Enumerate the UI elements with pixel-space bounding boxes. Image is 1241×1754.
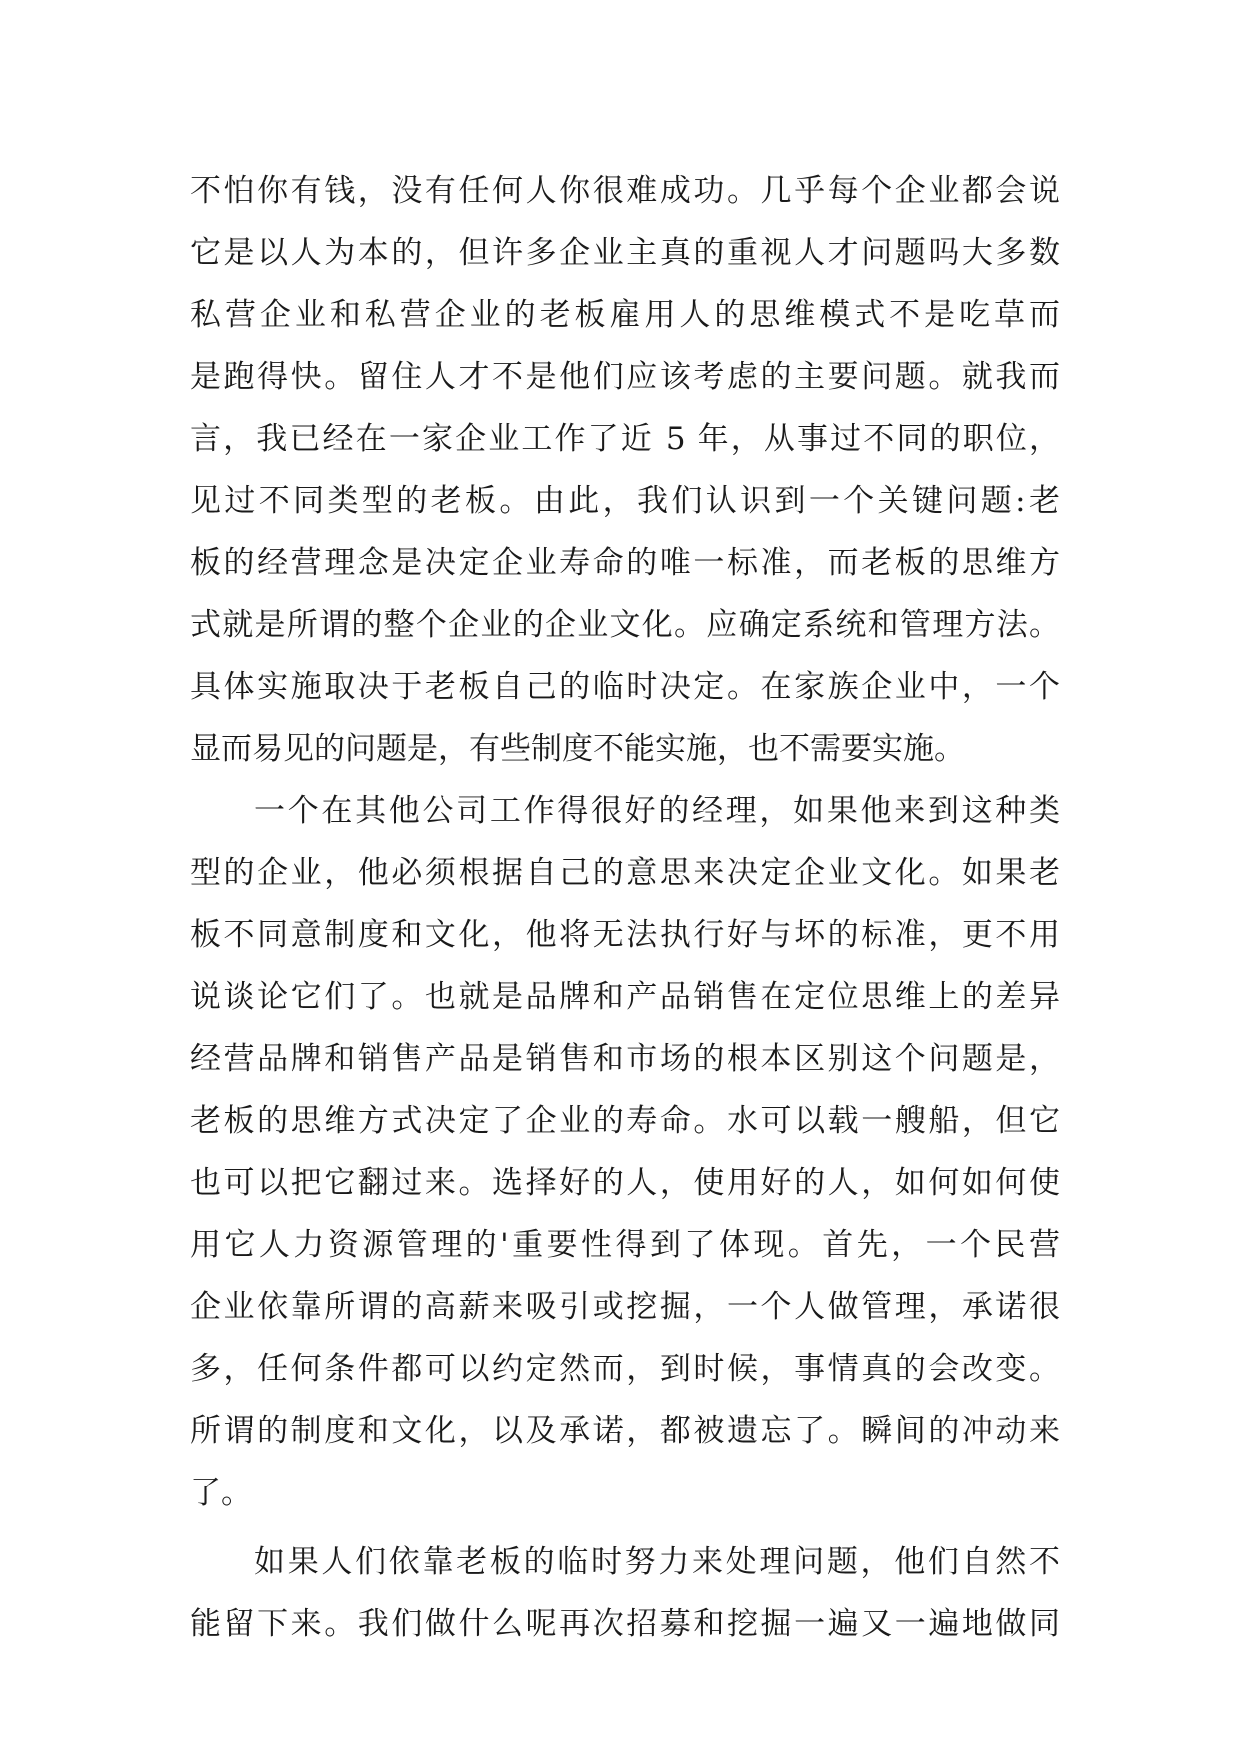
- text-line: 能留下来。我们做什么呢再次招募和挖掘一遍又一遍地做同: [190, 1606, 1060, 1642]
- text-line: 式就是所谓的整个企业的企业文化。应确定系统和管理方法。: [190, 607, 1060, 643]
- text-line: 老板的思维方式决定了企业的寿命。水可以载一艘船，但它: [190, 1103, 1060, 1139]
- text-line: 不怕你有钱，没有任何人你很难成功。几乎每个企业都会说: [190, 173, 1060, 209]
- text-line: 说谈论它们了。也就是品牌和产品销售在定位思维上的差异: [190, 979, 1060, 1015]
- text-line: 是跑得快。留住人才不是他们应该考虑的主要问题。就我而: [190, 359, 1060, 395]
- text-line: 板不同意制度和文化，他将无法执行好与坏的标准，更不用: [190, 917, 1060, 953]
- text-line: 私营企业和私营企业的老板雇用人的思维模式不是吃草而: [190, 297, 1060, 333]
- text-line: 了。: [190, 1475, 252, 1511]
- text-line: 如果人们依靠老板的临时努力来处理问题，他们自然不: [254, 1544, 1060, 1580]
- text-line: 也可以把它翻过来。选择好的人，使用好的人，如何如何使: [190, 1165, 1060, 1201]
- text-line: 板的经营理念是决定企业寿命的唯一标准，而老板的思维方: [190, 545, 1060, 581]
- text-line: 具体实施取决于老板自己的临时决定。在家族企业中，一个: [190, 669, 1060, 705]
- text-line: 多，任何条件都可以约定然而，到时候，事情真的会改变。: [190, 1351, 1060, 1387]
- text-line: 型的企业，他必须根据自己的意思来决定企业文化。如果老: [190, 855, 1060, 891]
- paragraph-1: [190, 160, 1060, 780]
- text-line: 用它人力资源管理的'重要性得到了体现。首先，一个民营: [190, 1227, 1060, 1263]
- text-line: 见过不同类型的老板。由此，我们认识到一个关键问题:老: [190, 483, 1060, 519]
- paragraph-gap: [190, 1524, 1060, 1531]
- paragraph-3: [190, 1531, 1060, 1655]
- text-line: 企业依靠所谓的高薪来吸引或挖掘，一个人做管理，承诺很: [190, 1289, 1060, 1325]
- text-line: 所谓的制度和文化，以及承诺，都被遗忘了。瞬间的冲动来: [190, 1413, 1060, 1449]
- paragraph-2: [190, 780, 1060, 1524]
- text-line: 一个在其他公司工作得很好的经理，如果他来到这种类: [254, 793, 1060, 829]
- text-line: 显而易见的问题是，有些制度不能实施，也不需要实施。: [190, 731, 965, 767]
- text-line: 言，我已经在一家企业工作了近 5 年，从事过不同的职位，: [190, 421, 1060, 457]
- document-body: [190, 160, 1060, 1655]
- text-line: 它是以人为本的，但许多企业主真的重视人才问题吗大多数: [190, 235, 1060, 271]
- text-line: 经营品牌和销售产品是销售和市场的根本区别这个问题是，: [190, 1041, 1060, 1077]
